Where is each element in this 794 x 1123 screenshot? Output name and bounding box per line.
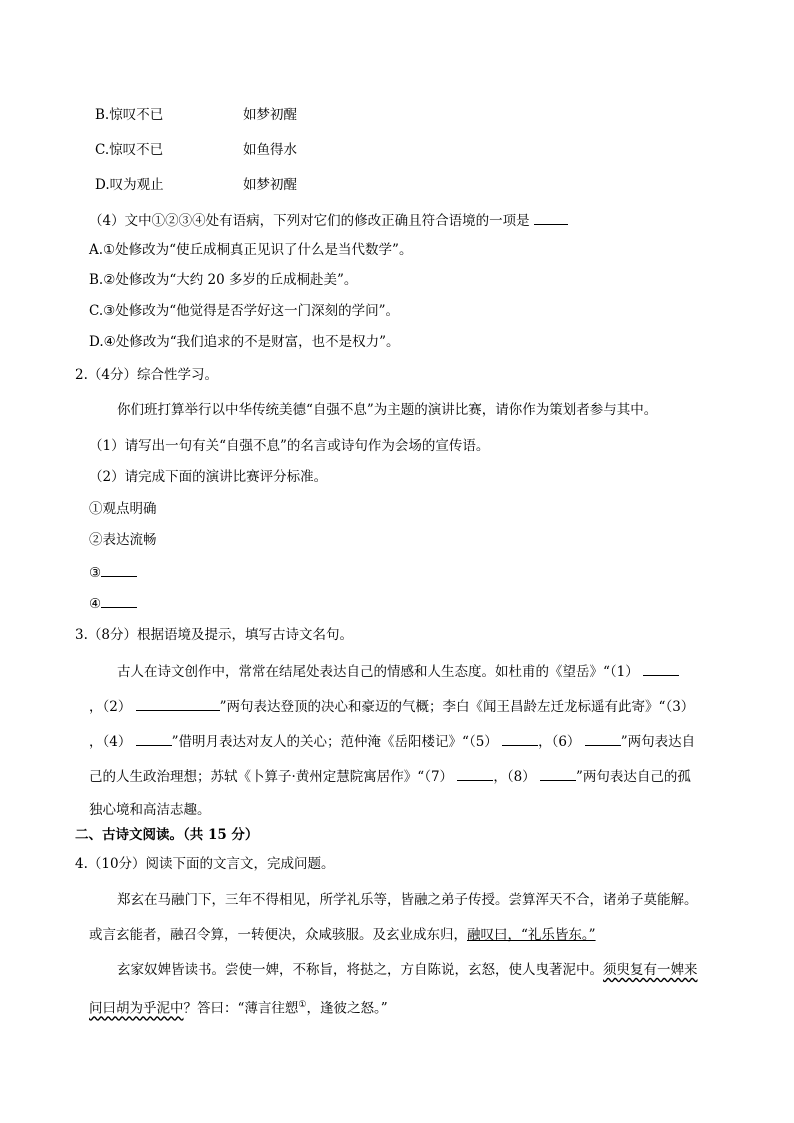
option-letter: C. [95,142,110,158]
q3-line-3-c: ，（6） [538,734,581,750]
option-c-second: 如鱼得水 [243,142,297,158]
q2-item-3-label: ③ [89,565,102,581]
wavy-underlined-sentence: 须臾复有一婢来 [603,962,698,978]
q3-line-1 [117,662,679,681]
q4-passage-text: 或言玄能者，融召令算，一转便决，众咸骇服。及玄业成东归， [89,927,467,943]
answer-blank-8[interactable] [540,767,576,781]
option-b [95,106,163,124]
q2-item-3 [89,563,137,582]
q4-passage-line-4 [89,996,388,1018]
q2-item-1: ①观点明确 [89,501,157,517]
answer-blank-4[interactable] [136,732,172,746]
option-d [95,176,164,194]
q3-line-4-c: ”两句表达自己的孤 [575,769,691,785]
q2-sub1: （1）请写出一句有关“自强不息”的名言或诗句作为会场的宣传语。 [89,438,490,454]
q2-item-4 [89,594,137,613]
q2-item-4-label: ④ [89,596,102,612]
q3-line-4 [89,767,691,786]
q1-4-option-b: B.②处修改为“大约 20 多岁的丘成桐赴美”。 [89,272,358,288]
q1-4-option-a: A.①处修改为“使丘成桐真正见识了什么是当代数学”。 [89,242,413,258]
q2-item-2: ②表达流畅 [89,532,157,548]
q4-passage-text: ，逢彼之怒。” [306,1000,388,1017]
q3-line-3-b: ”借明月表达对友人的关心；范仲淹《岳阳楼记》“（5） [171,734,498,750]
q2-heading: 2.（4分）综合性学习。 [75,367,218,383]
q4-passage-line-1: 郑玄在马融门下，三年不得相见，所学礼乐等，皆融之弟子传授。尝算浑天不合，诸弟子莫能解。 [117,892,698,908]
option-b-second: 如梦初醒 [243,107,297,123]
section-heading: 二、古诗文阅读。（共 15 分） [75,827,259,843]
q4-passage-text: 玄家奴婢皆读书。尝使一婢，不称旨，将挞之，方自陈说，玄怒，使人曳著泥中。 [117,962,603,978]
q1-4-stem-text: （4）文中①②③④处有语病，下列对它们的修改正确且符合语境的一项是 [89,213,530,229]
q3-line-1-text: 古人在诗文创作中，常常在结尾处表达自己的情感和人生态度。如杜甫的《望岳》“（1） [117,664,639,680]
q4-passage-line-2 [89,926,596,944]
footnote-marker: ① [298,1000,307,1010]
underlined-sentence: 融叹曰，“礼乐皆东。” [467,927,596,943]
q3-line-4-a: 己的人生政治理想；苏轼《卜算子·黄州定慧院寓居作》“（7） [89,769,454,785]
option-text: 惊叹不已 [109,107,164,123]
q2-intro: 你们班打算举行以中华传统美德“自强不息”为主题的演讲比赛，请你作为策划者参与其中。 [117,402,658,418]
option-c [95,141,163,159]
answer-blank[interactable] [101,563,137,577]
option-text: 叹为观止 [109,177,164,193]
answer-blank-7[interactable] [457,767,493,781]
answer-blank-1[interactable] [643,662,679,676]
option-text: 惊叹不已 [109,142,164,158]
wavy-underlined-sentence: 问曰胡为乎泥中 [89,1000,184,1017]
q3-line-3-a: ，（4） [89,734,132,750]
q1-4-option-c: C.③处修改为“他觉得是否学好这一门深刻的学问”。 [89,303,400,319]
q4-passage-text: ？答曰：“薄言往愬 [183,1000,299,1017]
answer-blank[interactable] [101,594,137,608]
q3-line-3 [89,732,695,751]
answer-blank-5[interactable] [502,732,538,746]
answer-blank-6[interactable] [585,732,621,746]
option-d-second: 如梦初醒 [243,177,297,193]
q1-4-option-d: D.④处修改为“我们追求的不是财富，也不是权力”。 [89,334,400,350]
answer-blank[interactable] [534,211,568,225]
q3-line-4-b: ，（8） [493,769,536,785]
q4-passage-line-3 [117,961,698,979]
answer-blank-2[interactable] [136,697,220,711]
option-letter: B. [95,107,110,123]
q3-line-2 [89,697,694,716]
option-letter: D. [95,177,110,193]
q3-line-2-b: ”两句表达登顶的决心和豪迈的气概；李白《闻王昌龄左迁龙标遥有此寄》“（3） [219,699,695,715]
q2-sub2: （2）请完成下面的演讲比赛评分标准。 [89,469,328,485]
q1-4-stem [89,211,568,230]
q3-line-3-d: ”两句表达自 [620,734,696,750]
q3-heading: 3.（8分）根据语境及提示，填写古诗文名句。 [75,627,353,643]
q3-line-2-a: ，（2） [89,699,132,715]
q4-heading: 4.（10分）阅读下面的文言文，完成问题。 [75,856,335,872]
q3-line-5: 独心境和高洁志趣。 [89,802,211,818]
